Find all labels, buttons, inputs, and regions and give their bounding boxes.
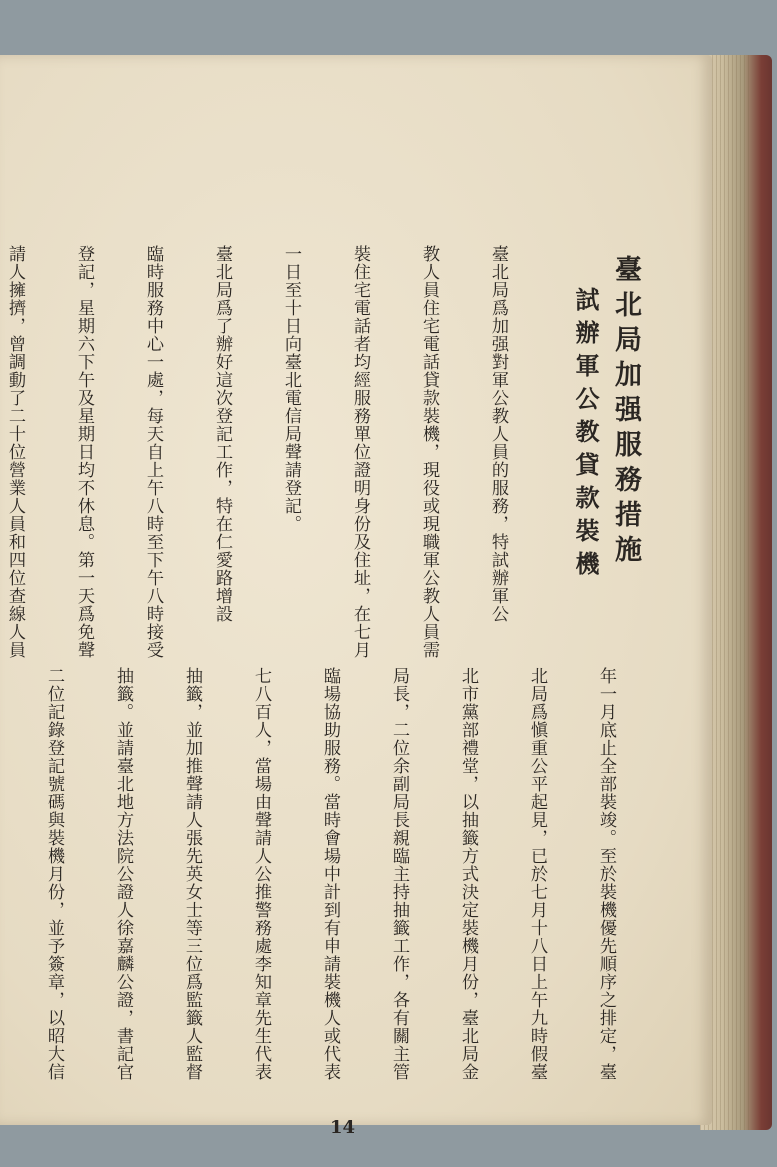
article-body-top	[5, 245, 555, 659]
text-line: 北市黨部禮堂，以抽籤方式決定裝機月份，臺北局金	[458, 667, 478, 1081]
text-line: 臨時服務中心一處，每天自上午八時至下午八時接受	[143, 245, 163, 659]
text-line: 年一月底止全部裝竣。至於裝機優先順序之排定，臺	[596, 667, 616, 1081]
text-line: 抽籤。並請臺北地方法院公證人徐嘉麟公證，書記官	[113, 667, 133, 1081]
text-line: 局長，二位余副局長親臨主持抽籤工作，各有關主管	[389, 667, 409, 1081]
text-line: 請人擁擠，曾調動了二十位營業人員和四位查線人員	[5, 245, 25, 659]
text-line: 臺北局爲了辦好這次登記工作，特在仁愛路增設	[212, 245, 232, 623]
article-body-bottom	[44, 667, 663, 1127]
text-line: 二位記錄登記號碼與裝機月份，並予簽章，以昭大信	[44, 667, 64, 1081]
text-line: 臺北局爲加强對軍公教人員的服務，特試辦軍公	[488, 245, 508, 623]
text-line: 抽籤，並加推聲請人張先英女士等三位爲監籤人監督	[182, 667, 202, 1081]
text-line: 北局爲愼重公平起見，已於七月十八日上午九時假臺	[527, 667, 547, 1081]
article-title: 臺北局加强服務措施	[610, 255, 641, 570]
book-page	[0, 55, 712, 1138]
text-line: 登記，星期六下午及星期日均不休息。第一天爲免聲	[74, 245, 94, 659]
text-line: 裝住宅電話者均經服務單位證明身份及住址，在七月	[350, 245, 370, 659]
page-number: 14	[330, 1117, 356, 1138]
text-line: 七八百人，當場由聲請人公推警務處李知章先生代表	[251, 667, 271, 1081]
article-subtitle: 試辦軍公教貸款裝機	[571, 287, 599, 584]
text-line: 臨場協助服務。當時會場中計到有申請裝機人或代表	[320, 667, 340, 1081]
text-line: 一日至十日向臺北電信局聲請登記。	[281, 245, 301, 533]
text-line: 教人員住宅電話貸款裝機，現役或現職軍公教人員需	[419, 245, 439, 659]
